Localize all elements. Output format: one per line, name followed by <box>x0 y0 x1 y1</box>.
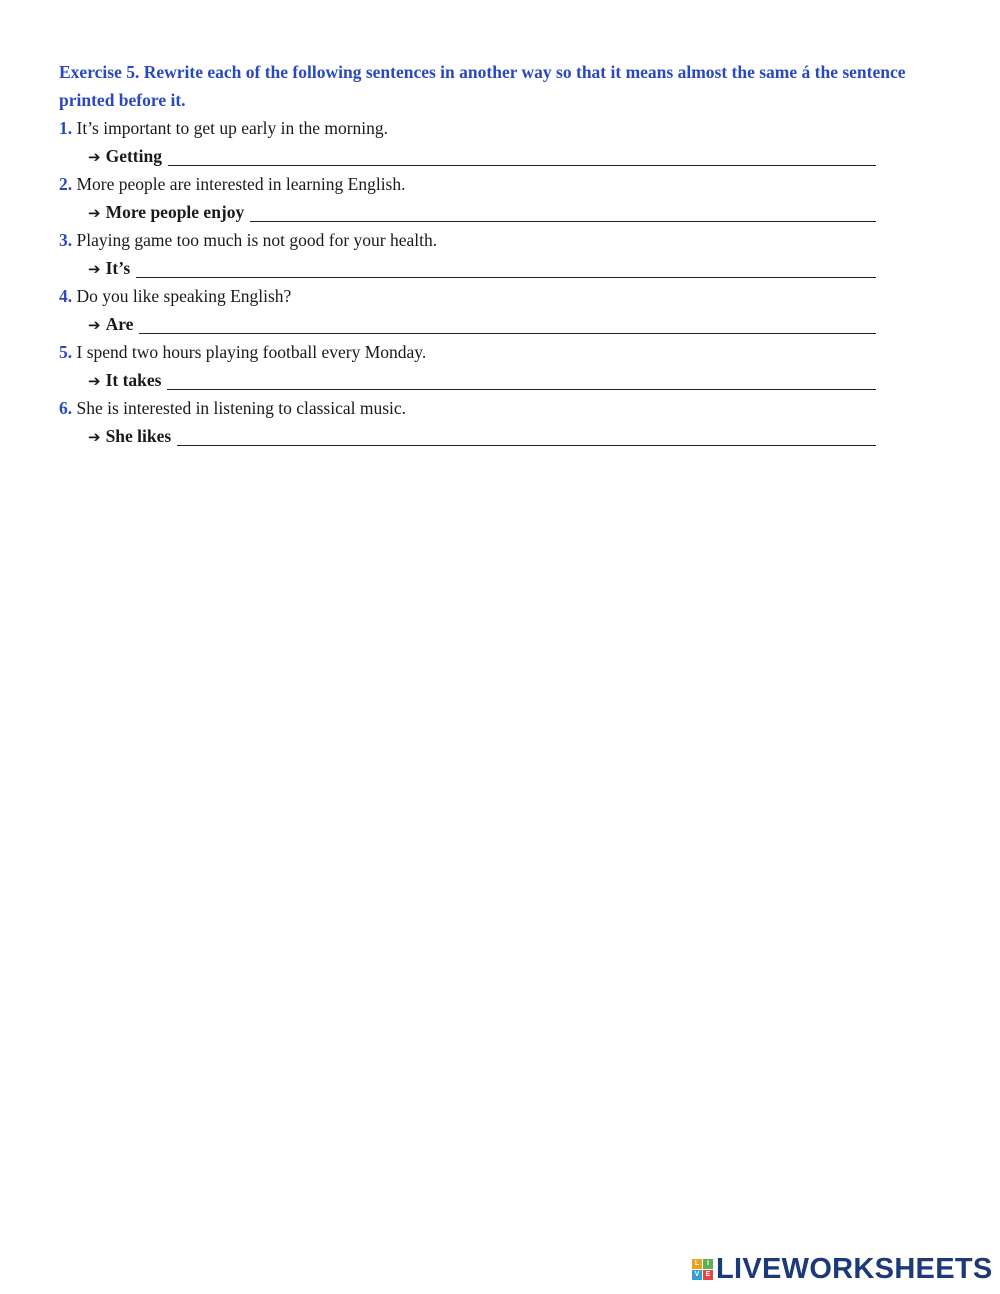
answer-blank[interactable] <box>177 425 876 446</box>
exercise-item-3 <box>59 226 939 282</box>
question-number: 5. <box>59 342 73 362</box>
exercise-item-6 <box>59 394 939 450</box>
question-number: 2. <box>59 174 73 194</box>
answer-blank[interactable] <box>139 313 876 334</box>
live-cube-icon <box>692 1259 713 1280</box>
arrow-right-icon: ➔ <box>88 148 101 166</box>
exercise-item-5 <box>59 338 939 394</box>
question-line <box>59 226 939 254</box>
answer-prompt: Getting <box>105 146 162 166</box>
question-line <box>59 282 939 310</box>
question-line <box>59 114 939 142</box>
brand-name: LIVEWORKSHEETS <box>716 1253 993 1285</box>
answer-line <box>59 422 876 450</box>
arrow-right-icon: ➔ <box>88 260 101 278</box>
arrow-right-icon: ➔ <box>88 316 101 334</box>
logo-letter: I <box>703 1259 713 1269</box>
answer-prompt: She likes <box>105 426 172 446</box>
logo-letter: E <box>703 1270 713 1280</box>
liveworksheets-logo <box>692 1254 993 1284</box>
answer-line <box>59 198 876 226</box>
exercise-item-4 <box>59 282 939 338</box>
exercise-instruction: Exercise 5. Rewrite each of the following sentences in another way so that it means almost the same á the sentence printed before it. <box>59 62 906 110</box>
arrow-right-icon: ➔ <box>88 204 101 222</box>
question-number: 6. <box>59 398 73 418</box>
arrow-right-icon: ➔ <box>88 428 101 446</box>
answer-prompt: It takes <box>105 370 162 390</box>
answer-blank[interactable] <box>136 257 876 278</box>
exercise-list <box>59 114 939 450</box>
answer-line <box>59 310 876 338</box>
question-sentence: It’s important to get up early in the morning. <box>76 118 389 138</box>
question-number: 4. <box>59 286 73 306</box>
question-sentence: Playing game too much is not good for your health. <box>76 230 438 250</box>
answer-prompt: More people enjoy <box>105 202 245 222</box>
answer-blank[interactable] <box>167 369 876 390</box>
worksheet <box>59 58 939 450</box>
question-sentence: I spend two hours playing football every Monday. <box>76 342 427 362</box>
answer-line <box>59 142 876 170</box>
logo-letter: V <box>692 1270 702 1280</box>
question-line <box>59 170 939 198</box>
answer-line <box>59 366 876 394</box>
answer-line <box>59 254 876 282</box>
answer-blank[interactable] <box>168 145 876 166</box>
question-sentence: She is interested in listening to classical music. <box>76 398 407 418</box>
exercise-item-1 <box>59 114 939 170</box>
answer-prompt: It’s <box>105 258 131 278</box>
logo-letter: L <box>692 1259 702 1269</box>
question-line <box>59 338 939 366</box>
answer-prompt: Are <box>105 314 134 334</box>
question-line <box>59 394 939 422</box>
question-number: 3. <box>59 230 73 250</box>
arrow-right-icon: ➔ <box>88 372 101 390</box>
exercise-item-2 <box>59 170 939 226</box>
question-sentence: Do you like speaking English? <box>76 286 292 306</box>
question-number: 1. <box>59 118 73 138</box>
answer-blank[interactable] <box>250 201 876 222</box>
question-sentence: More people are interested in learning English. <box>76 174 406 194</box>
